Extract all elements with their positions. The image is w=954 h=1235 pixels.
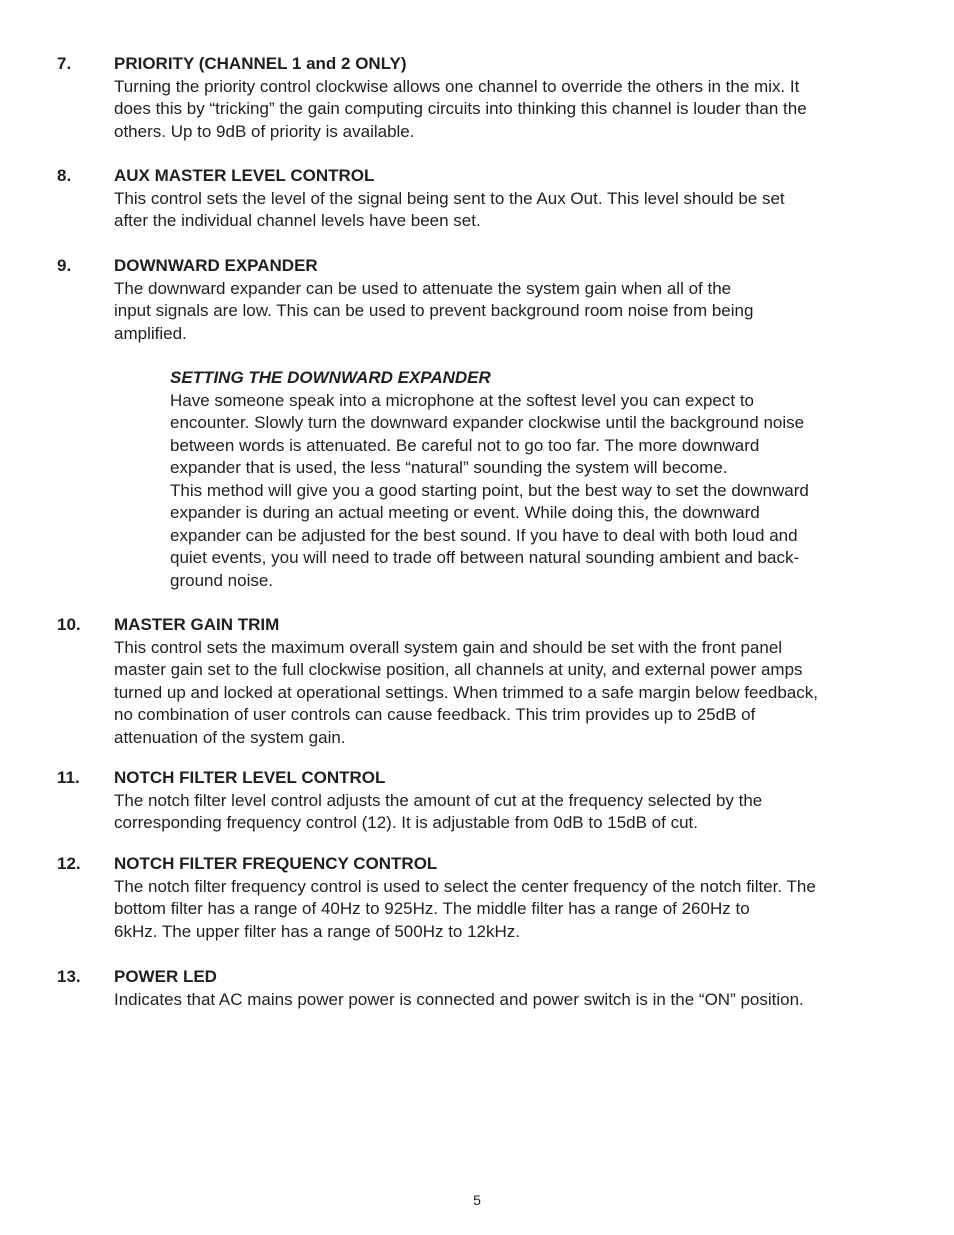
- body-line: master gain set to the full clockwise position, all channels at unity, and external power amps: [114, 660, 803, 679]
- section-number: 10.: [57, 615, 81, 634]
- body-line: after the individual channel levels have been set.: [114, 211, 481, 230]
- section-content: [114, 966, 899, 1011]
- body-line: attenuation of the system gain.: [114, 727, 346, 747]
- body-line: This control sets the maximum overall system gain and should be set with the front panel: [114, 637, 783, 657]
- body-line: between words is attenuated. Be careful not to go too far. The more downward: [170, 435, 760, 455]
- section-notch-filter-level: [57, 767, 907, 835]
- section-content: [114, 767, 899, 835]
- body-line: others. Up to 9dB of priority is available.: [114, 121, 415, 141]
- body-line: quiet events, you will need to trade off between natural sounding ambient and back-: [170, 548, 800, 567]
- body-line: Indicates that AC mains power power is connected and power switch is in the “ON” position.: [114, 989, 804, 1009]
- body-line: no combination of user controls can cause feedback. This trim provides up to 25dB of: [114, 705, 756, 724]
- body-line: does this by “tricking” the gain computing circuits into thinking this channel is louder than the: [114, 99, 807, 118]
- section-content: [114, 614, 899, 749]
- section-number: 8.: [57, 166, 72, 185]
- section-master-gain-trim: [57, 614, 907, 749]
- subsection-setting-downward-expander: [170, 367, 900, 592]
- section-number: 13.: [57, 967, 81, 986]
- body-line: Have someone speak into a microphone at the softest level you can expect to: [170, 390, 755, 410]
- body-line: The notch filter level control adjusts the amount of cut at the frequency selected by the: [114, 790, 763, 810]
- section-heading: PRIORITY (CHANNEL 1 and 2 ONLY): [114, 54, 407, 73]
- section-downward-expander: [57, 255, 907, 345]
- section-content: [114, 853, 899, 943]
- body-line: This method will give you a good starting point, but the best way to set the downward: [170, 480, 809, 500]
- body-line: expander that is used, the less “natural” sounding the system will become.: [170, 458, 728, 477]
- subsection-heading: SETTING THE DOWNWARD EXPANDER: [170, 368, 491, 387]
- section-number: 9.: [57, 256, 72, 275]
- section-heading: NOTCH FILTER FREQUENCY CONTROL: [114, 854, 438, 873]
- section-content: [114, 165, 899, 233]
- body-line: ground noise.: [170, 570, 274, 590]
- body-line: bottom filter has a range of 40Hz to 925Hz. The middle filter has a range of 260Hz to: [114, 899, 750, 918]
- body-line: This control sets the level of the signal being sent to the Aux Out. This level should be set: [114, 188, 785, 208]
- body-line: The notch filter frequency control is used to select the center frequency of the notch filter. The: [114, 876, 816, 896]
- body-line: amplified.: [114, 323, 187, 343]
- page-number: 5: [473, 1192, 481, 1208]
- body-line: corresponding frequency control (12). It is adjustable from 0dB to 15dB of cut.: [114, 813, 698, 832]
- body-line: expander is during an actual meeting or event. While doing this, the downward: [170, 503, 760, 522]
- section-number: 11.: [57, 768, 80, 787]
- body-line: The downward expander can be used to attenuate the system gain when all of the: [114, 278, 732, 298]
- body-line: expander can be adjusted for the best sound. If you have to deal with both loud and: [170, 525, 798, 545]
- section-heading: MASTER GAIN TRIM: [114, 615, 280, 634]
- section-heading: POWER LED: [114, 967, 217, 986]
- section-content: [114, 255, 899, 345]
- section-content: [114, 53, 899, 143]
- section-heading: DOWNWARD EXPANDER: [114, 256, 318, 275]
- body-line: turned up and locked at operational settings. When trimmed to a safe margin below feedback,: [114, 682, 819, 702]
- body-line: input signals are low. This can be used to prevent background room noise from being: [114, 301, 754, 320]
- body-line: Turning the priority control clockwise allows one channel to override the others in the mix. It: [114, 76, 800, 96]
- section-number: 7.: [57, 54, 72, 73]
- section-notch-filter-frequency: [57, 853, 907, 943]
- section-heading: AUX MASTER LEVEL CONTROL: [114, 166, 375, 185]
- section-heading: NOTCH FILTER LEVEL CONTROL: [114, 768, 386, 787]
- body-line: 6kHz. The upper filter has a range of 500Hz to 12kHz.: [114, 921, 521, 941]
- section-aux-master-level: [57, 165, 907, 233]
- section-priority: [57, 53, 907, 143]
- section-number: 12.: [57, 854, 81, 873]
- section-power-led: [57, 966, 907, 1011]
- body-line: encounter. Slowly turn the downward expander clockwise until the background noise: [170, 413, 805, 432]
